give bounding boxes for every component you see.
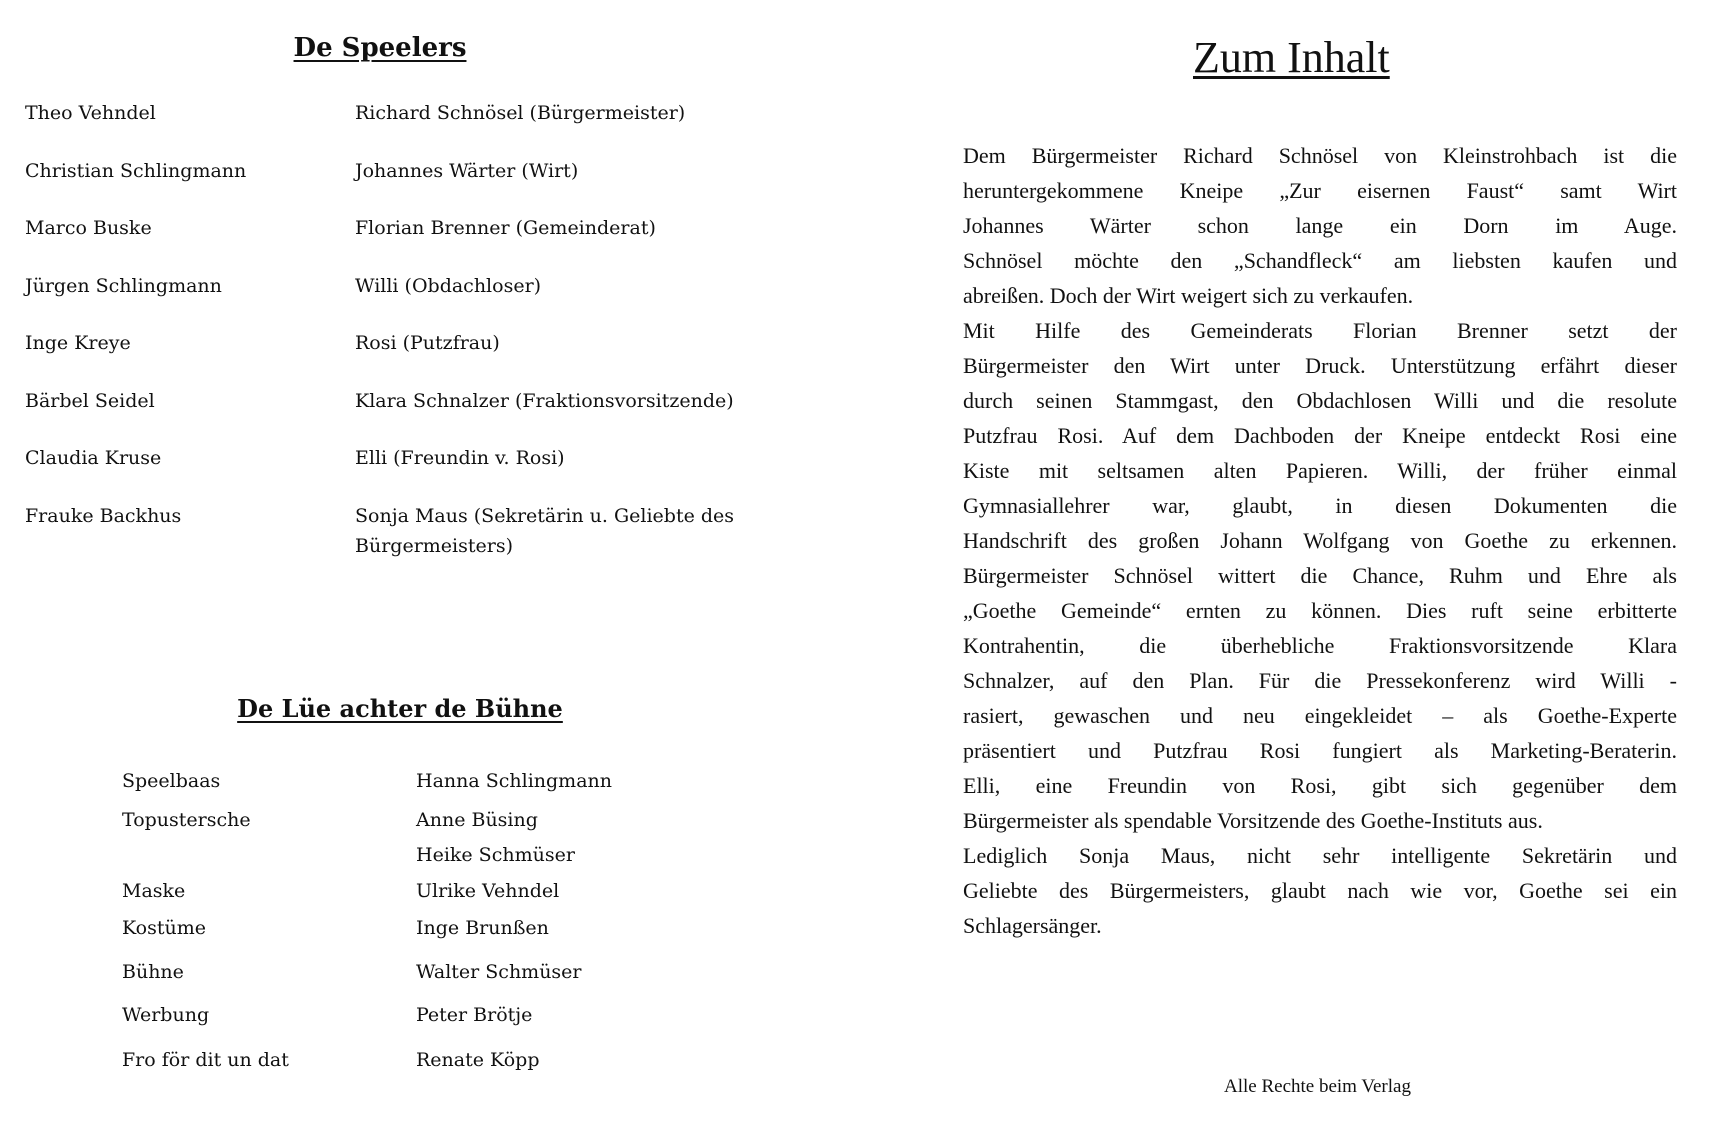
- actor-name: Bärbel Seidel: [25, 390, 155, 412]
- text-line: Bürgermeister den Wirt unter Druck. Unterstützung erfährt dieser: [963, 353, 1677, 378]
- crew-function: Kostüme: [122, 917, 207, 939]
- text-line: Lediglich Sonja Maus, nicht sehr intelligente Sekretärin und: [963, 843, 1677, 868]
- text-line: Putzfrau Rosi. Auf dem Dachboden der Kneipe entdeckt Rosi eine: [963, 423, 1677, 448]
- text-line: Geliebte des Bürgermeisters, glaubt nach wie vor, Goethe sei ein: [963, 878, 1677, 903]
- copyright-footer: Alle Rechte beim Verlag: [1224, 1076, 1411, 1097]
- text-line: Schnösel möchte den „Schandfleck“ am liebsten kaufen und: [963, 248, 1677, 273]
- text-line: Mit Hilfe des Gemeinderats Florian Brenner setzt der: [963, 318, 1677, 343]
- role-name: Johannes Wärter (Wirt): [355, 160, 579, 182]
- text-line: Gymnasiallehrer war, glaubt, in diesen Dokumenten die: [963, 493, 1677, 518]
- text-line: Bürgermeister Schnösel wittert die Chance, Ruhm und Ehre als: [963, 563, 1677, 588]
- crew-function: Fro för dit un dat: [122, 1049, 289, 1071]
- crew-member: Ulrike Vehndel: [416, 880, 560, 902]
- role-name: Klara Schnalzer (Fraktionsvorsitzende): [355, 390, 734, 412]
- actor-name: Frauke Backhus: [25, 505, 182, 527]
- crew-member: Walter Schmüser: [416, 961, 582, 983]
- role-name: Rosi (Putzfrau): [355, 332, 500, 354]
- crew-member: Inge Brunßen: [416, 917, 549, 939]
- role-name: Richard Schnösel (Bürgermeister): [355, 102, 686, 124]
- text-line: durch seinen Stammgast, den Obdachlosen Willi und die resolute: [963, 388, 1677, 413]
- text-line: rasiert, gewaschen und neu eingekleidet – als Goethe-Experte: [963, 703, 1677, 728]
- paragraph: [963, 313, 1677, 838]
- crew-function: Maske: [122, 880, 186, 902]
- paragraph: [963, 138, 1677, 313]
- text-line: Kiste mit seltsamen alten Papieren. Willi, der früher einmal: [963, 458, 1677, 483]
- text-line: Dem Bürgermeister Richard Schnösel von Kleinstrohbach ist die: [963, 143, 1677, 168]
- crew-member: Heike Schmüser: [416, 844, 575, 866]
- crew-member: Hanna Schlingmann: [416, 770, 613, 792]
- crew-function: Speelbaas: [122, 770, 221, 792]
- crew-heading: De Lüe achter de Bühne: [237, 694, 563, 723]
- crew-member: Anne Büsing: [416, 809, 538, 831]
- actor-name: Marco Buske: [25, 217, 152, 239]
- actor-name: Inge Kreye: [25, 332, 131, 354]
- role-name: Willi (Obdachloser): [355, 275, 542, 297]
- role-name: Elli (Freundin v. Rosi): [355, 447, 565, 469]
- crew-member: Renate Köpp: [416, 1049, 540, 1071]
- text-line: Schnalzer, auf den Plan. Für die Pressekonferenz wird Willi -: [963, 668, 1677, 693]
- text-line: Johannes Wärter schon lange ein Dorn im Auge.: [963, 213, 1677, 238]
- actor-name: Claudia Kruse: [25, 447, 162, 469]
- text-line: Elli, eine Freundin von Rosi, gibt sich gegenüber dem: [963, 773, 1677, 798]
- text-line: heruntergekommene Kneipe „Zur eisernen Faust“ samt Wirt: [963, 178, 1677, 203]
- crew-function: Topustersche: [122, 809, 251, 831]
- text-line: abreißen. Doch der Wirt weigert sich zu verkaufen.: [963, 283, 1414, 308]
- crew-function: Werbung: [122, 1004, 210, 1026]
- synopsis-text: [963, 138, 1677, 943]
- text-line: Kontrahentin, die überhebliche Fraktionsvorsitzende Klara: [963, 633, 1677, 658]
- actor-name: Christian Schlingmann: [25, 160, 247, 182]
- actor-name: Jürgen Schlingmann: [25, 275, 222, 297]
- crew-function: Bühne: [122, 961, 184, 983]
- text-line: präsentiert und Putzfrau Rosi fungiert als Marketing-Beraterin.: [963, 738, 1677, 763]
- text-line: Bürgermeister als spendable Vorsitzende des Goethe-Instituts aus.: [963, 808, 1543, 833]
- cast-heading: De Speelers: [293, 33, 467, 63]
- text-line: Handschrift des großen Johann Wolfgang von Goethe zu erkennen.: [963, 528, 1677, 553]
- page-title: Zum Inhalt: [1193, 33, 1390, 82]
- actor-name: Theo Vehndel: [25, 102, 156, 124]
- paragraph: [963, 838, 1677, 943]
- crew-member: Peter Brötje: [416, 1004, 533, 1026]
- role-name: Sonja Maus (Sekretärin u. Geliebte des Bürgermeisters): [355, 505, 735, 557]
- text-line: „Goethe Gemeinde“ ernten zu können. Dies ruft seine erbitterte: [963, 598, 1677, 623]
- text-line: Schlagersänger.: [963, 913, 1102, 938]
- role-name: Florian Brenner (Gemeinderat): [355, 217, 656, 239]
